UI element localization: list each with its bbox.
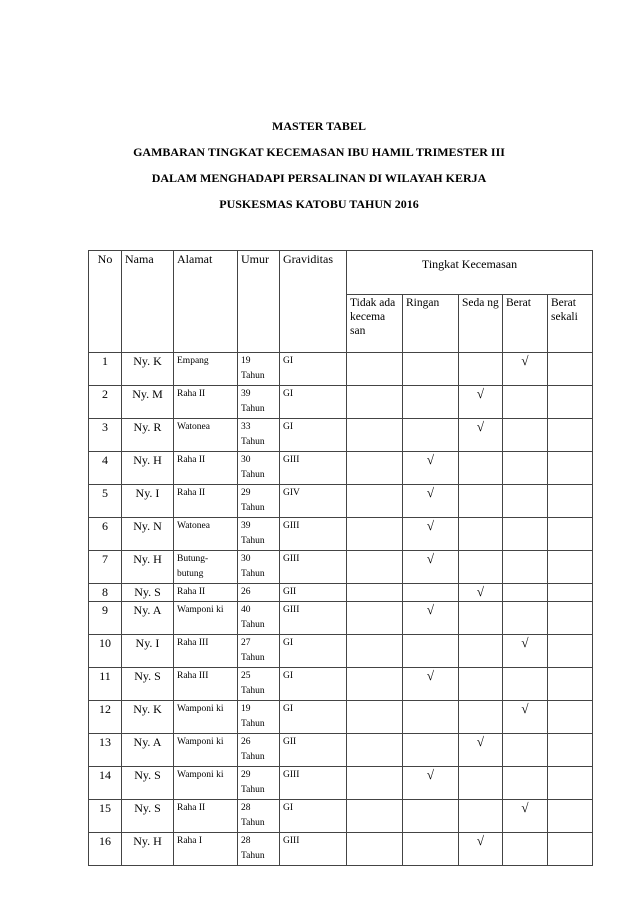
row-level-cell <box>548 767 593 800</box>
row-level-cell <box>347 701 403 734</box>
row-level-cell <box>347 551 403 584</box>
check-mark: √ <box>426 767 435 782</box>
row-alamat: Empang <box>174 353 238 386</box>
row-alamat: Wamponi ki <box>174 734 238 767</box>
check-mark: √ <box>426 551 435 566</box>
row-nama: Ny. K <box>122 701 174 734</box>
table-row <box>89 767 593 800</box>
header-level-ringan: Ringan <box>403 295 459 353</box>
row-graviditas: GI <box>280 668 347 701</box>
check-mark: √ <box>521 701 529 716</box>
row-level-cell <box>459 701 503 734</box>
header-alamat: Alamat <box>174 251 238 353</box>
table-row <box>89 386 593 419</box>
row-umur: 28 Tahun <box>238 833 280 866</box>
row-graviditas: GIII <box>280 602 347 635</box>
row-level-cell <box>403 551 459 584</box>
row-graviditas: GIII <box>280 551 347 584</box>
row-alamat: Raha II <box>174 386 238 419</box>
header-level-berat-sekali: Berat sekali <box>548 295 593 353</box>
row-level-cell <box>459 767 503 800</box>
row-umur: 29 Tahun <box>238 485 280 518</box>
row-alamat: Raha II <box>174 452 238 485</box>
row-nama: Ny. S <box>122 668 174 701</box>
row-level-cell <box>403 518 459 551</box>
row-level-cell <box>503 419 548 452</box>
title-line-3: DALAM MENGHADAPI PERSALINAN DI WILAYAH KERJA <box>151 171 487 185</box>
row-umur: 30 Tahun <box>238 452 280 485</box>
row-level-cell <box>459 800 503 833</box>
header-row <box>89 251 593 295</box>
table-row <box>89 668 593 701</box>
row-level-cell <box>347 668 403 701</box>
row-level-cell <box>459 551 503 584</box>
row-umur: 26 Tahun <box>238 734 280 767</box>
header-no: No <box>89 251 122 353</box>
row-no: 6 <box>89 518 122 551</box>
row-nama: Ny. H <box>122 833 174 866</box>
row-level-cell <box>548 551 593 584</box>
row-level-cell <box>347 800 403 833</box>
row-nama: Ny. H <box>122 551 174 584</box>
row-level-cell <box>503 584 548 602</box>
row-level-cell <box>503 551 548 584</box>
table-row <box>89 701 593 734</box>
row-level-cell <box>347 584 403 602</box>
row-level-cell <box>548 734 593 767</box>
row-no: 12 <box>89 701 122 734</box>
row-graviditas: GII <box>280 584 347 602</box>
row-nama: Ny. I <box>122 485 174 518</box>
row-graviditas: GI <box>280 386 347 419</box>
row-level-cell <box>503 833 548 866</box>
row-level-cell <box>347 734 403 767</box>
row-level-cell <box>503 452 548 485</box>
row-level-cell <box>503 734 548 767</box>
row-graviditas: GIII <box>280 452 347 485</box>
row-alamat: Butung- butung <box>174 551 238 584</box>
check-mark: √ <box>476 833 485 848</box>
row-level-cell <box>503 518 548 551</box>
row-no: 15 <box>89 800 122 833</box>
row-graviditas: GI <box>280 635 347 668</box>
row-alamat: Watonea <box>174 419 238 452</box>
row-level-cell <box>503 668 548 701</box>
row-alamat: Wamponi ki <box>174 701 238 734</box>
row-level-cell <box>403 386 459 419</box>
row-level-cell <box>548 833 593 866</box>
row-level-cell <box>403 485 459 518</box>
row-level-cell <box>347 386 403 419</box>
row-level-cell <box>459 518 503 551</box>
row-no: 16 <box>89 833 122 866</box>
row-level-cell <box>403 602 459 635</box>
row-level-cell <box>347 635 403 668</box>
table-row <box>89 833 593 866</box>
row-level-cell <box>459 668 503 701</box>
row-no: 8 <box>89 584 122 602</box>
row-level-cell <box>503 800 548 833</box>
check-mark: √ <box>426 518 435 533</box>
row-graviditas: GIV <box>280 485 347 518</box>
row-level-cell <box>548 452 593 485</box>
row-alamat: Wamponi ki <box>174 602 238 635</box>
header-graviditas: Graviditas <box>280 251 347 353</box>
header-level-berat: Berat <box>503 295 548 353</box>
check-mark: √ <box>476 419 485 434</box>
row-umur: 26 <box>238 584 280 602</box>
row-umur: 28 Tahun <box>238 800 280 833</box>
check-mark: √ <box>521 800 529 815</box>
row-level-cell <box>503 602 548 635</box>
row-level-cell <box>548 635 593 668</box>
row-alamat: Raha III <box>174 668 238 701</box>
row-level-cell <box>459 833 503 866</box>
row-level-cell <box>503 767 548 800</box>
row-level-cell <box>403 452 459 485</box>
row-level-cell <box>548 353 593 386</box>
row-level-cell <box>548 668 593 701</box>
check-mark: √ <box>476 734 485 749</box>
row-level-cell <box>548 701 593 734</box>
row-umur: 27 Tahun <box>238 635 280 668</box>
table-row <box>89 734 593 767</box>
row-level-cell <box>548 518 593 551</box>
row-no: 2 <box>89 386 122 419</box>
row-umur: 29 Tahun <box>238 767 280 800</box>
check-mark: √ <box>521 635 529 650</box>
check-mark: √ <box>426 602 435 617</box>
document-title <box>0 120 638 224</box>
row-no: 11 <box>89 668 122 701</box>
row-alamat: Wamponi ki <box>174 767 238 800</box>
row-level-cell <box>459 485 503 518</box>
row-level-cell <box>347 833 403 866</box>
row-nama: Ny. R <box>122 419 174 452</box>
row-umur: 19 Tahun <box>238 701 280 734</box>
row-alamat: Raha II <box>174 584 238 602</box>
row-level-cell <box>459 584 503 602</box>
row-no: 13 <box>89 734 122 767</box>
row-umur: 39 Tahun <box>238 518 280 551</box>
row-level-cell <box>459 386 503 419</box>
row-alamat: Raha III <box>174 635 238 668</box>
table-row <box>89 800 593 833</box>
table-row <box>89 518 593 551</box>
check-mark: √ <box>426 452 435 467</box>
row-level-cell <box>503 485 548 518</box>
row-level-cell <box>347 767 403 800</box>
row-level-cell <box>347 419 403 452</box>
row-level-cell <box>459 419 503 452</box>
row-no: 1 <box>89 353 122 386</box>
row-level-cell <box>503 635 548 668</box>
row-nama: Ny. K <box>122 353 174 386</box>
row-umur: 33 Tahun <box>238 419 280 452</box>
row-nama: Ny. H <box>122 452 174 485</box>
row-umur: 19 Tahun <box>238 353 280 386</box>
row-level-cell <box>347 452 403 485</box>
row-graviditas: GI <box>280 701 347 734</box>
row-level-cell <box>403 701 459 734</box>
row-nama: Ny. N <box>122 518 174 551</box>
master-table <box>88 250 593 866</box>
row-umur: 39 Tahun <box>238 386 280 419</box>
check-mark: √ <box>476 386 485 401</box>
row-alamat: Raha I <box>174 833 238 866</box>
row-level-cell <box>459 734 503 767</box>
row-level-cell <box>403 353 459 386</box>
row-alamat: Raha II <box>174 800 238 833</box>
table-row <box>89 353 593 386</box>
row-level-cell <box>347 485 403 518</box>
row-graviditas: GI <box>280 353 347 386</box>
header-level-tidak-ada: Tidak ada kecema san <box>347 295 403 353</box>
row-umur: 40 Tahun <box>238 602 280 635</box>
row-no: 9 <box>89 602 122 635</box>
row-alamat: Raha II <box>174 485 238 518</box>
row-no: 14 <box>89 767 122 800</box>
row-level-cell <box>403 833 459 866</box>
row-level-cell <box>459 452 503 485</box>
row-level-cell <box>403 800 459 833</box>
check-mark: √ <box>521 353 529 368</box>
header-nama: Nama <box>122 251 174 353</box>
row-nama: Ny. A <box>122 734 174 767</box>
table-row <box>89 635 593 668</box>
row-level-cell <box>403 734 459 767</box>
row-nama: Ny. I <box>122 635 174 668</box>
table-row <box>89 584 593 602</box>
row-no: 3 <box>89 419 122 452</box>
row-level-cell <box>548 386 593 419</box>
row-level-cell <box>459 353 503 386</box>
header-tingkat-kecemasan: Tingkat Kecemasan <box>347 251 593 295</box>
row-level-cell <box>503 353 548 386</box>
row-umur: 30 Tahun <box>238 551 280 584</box>
row-graviditas: GIII <box>280 518 347 551</box>
check-mark: √ <box>476 584 485 599</box>
row-nama: Ny. S <box>122 584 174 602</box>
title-line-2: GAMBARAN TINGKAT KECEMASAN IBU HAMIL TRIMESTER III <box>133 145 505 159</box>
header-umur: Umur <box>238 251 280 353</box>
title-line-1: MASTER TABEL <box>272 119 366 133</box>
row-level-cell <box>548 584 593 602</box>
row-graviditas: GI <box>280 419 347 452</box>
row-graviditas: GIII <box>280 833 347 866</box>
table-row <box>89 602 593 635</box>
row-nama: Ny. A <box>122 602 174 635</box>
row-level-cell <box>503 386 548 419</box>
row-no: 10 <box>89 635 122 668</box>
table-row <box>89 419 593 452</box>
row-nama: Ny. M <box>122 386 174 419</box>
row-level-cell <box>403 419 459 452</box>
table-row <box>89 485 593 518</box>
row-no: 4 <box>89 452 122 485</box>
row-level-cell <box>403 767 459 800</box>
row-level-cell <box>403 584 459 602</box>
row-level-cell <box>548 602 593 635</box>
row-level-cell <box>548 800 593 833</box>
row-level-cell <box>403 668 459 701</box>
row-graviditas: GI <box>280 800 347 833</box>
row-level-cell <box>459 635 503 668</box>
row-level-cell <box>403 635 459 668</box>
row-alamat: Watonea <box>174 518 238 551</box>
header-level-sedang: Seda ng <box>459 295 503 353</box>
row-umur: 25 Tahun <box>238 668 280 701</box>
row-no: 5 <box>89 485 122 518</box>
row-level-cell <box>347 353 403 386</box>
table-row <box>89 452 593 485</box>
row-level-cell <box>347 602 403 635</box>
row-nama: Ny. S <box>122 767 174 800</box>
row-level-cell <box>459 602 503 635</box>
check-mark: √ <box>426 485 435 500</box>
row-graviditas: GIII <box>280 767 347 800</box>
row-graviditas: GII <box>280 734 347 767</box>
row-level-cell <box>503 701 548 734</box>
row-no: 7 <box>89 551 122 584</box>
row-level-cell <box>548 485 593 518</box>
row-level-cell <box>347 518 403 551</box>
row-nama: Ny. S <box>122 800 174 833</box>
table-row <box>89 551 593 584</box>
row-level-cell <box>548 419 593 452</box>
check-mark: √ <box>426 668 435 683</box>
title-line-4: PUSKESMAS KATOBU TAHUN 2016 <box>219 197 419 211</box>
